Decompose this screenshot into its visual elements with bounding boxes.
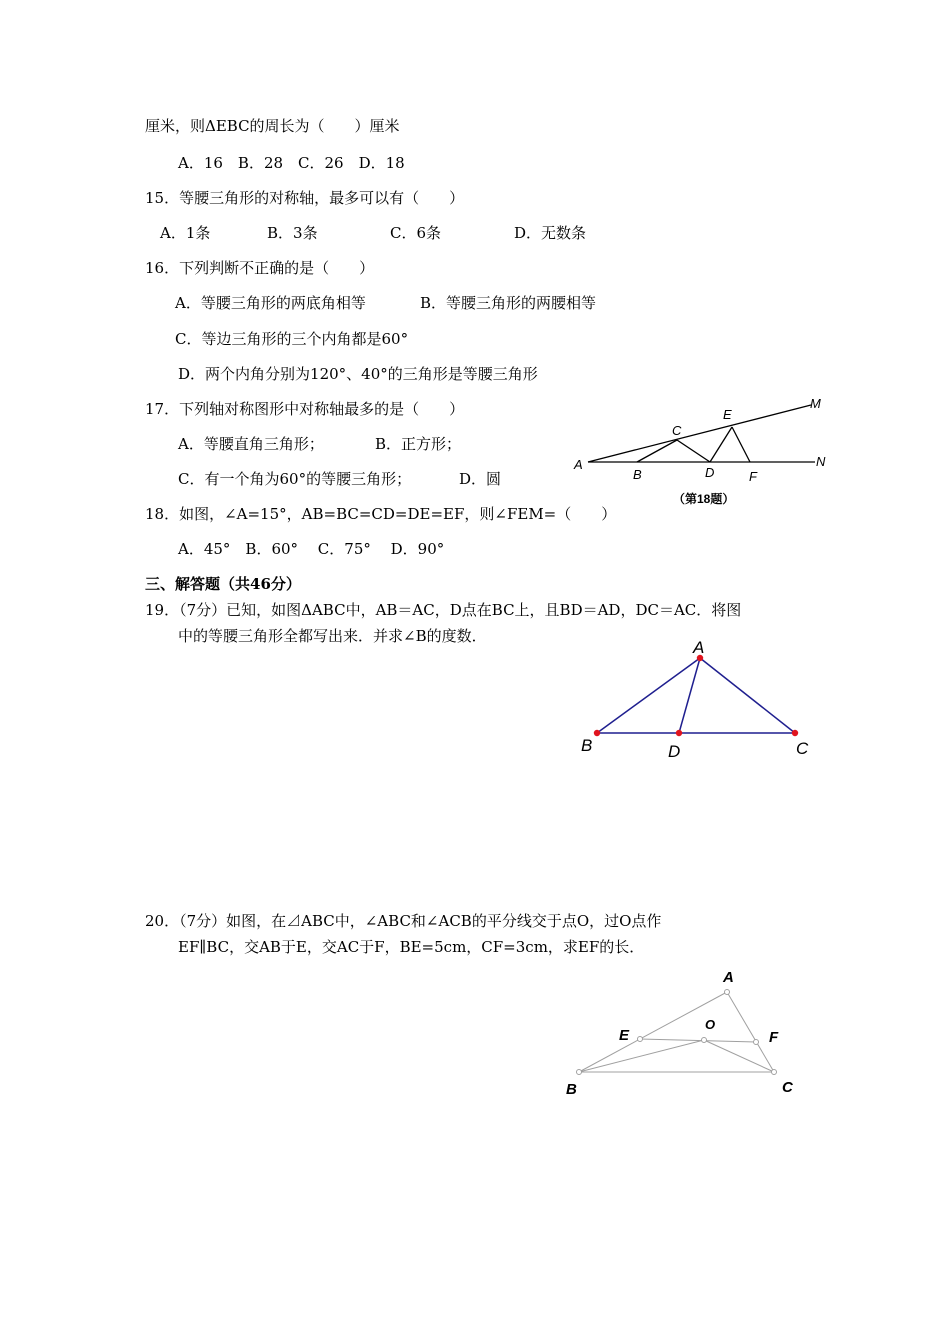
label-o: O bbox=[705, 1017, 716, 1032]
q18-stem: 18．如图，∠A=15°，AB=BC=CD=DE=EF，则∠FEM=（ ） bbox=[145, 505, 617, 523]
label-f: F bbox=[749, 469, 757, 484]
q20-line1: 20．（7分）如图，在⊿ABC中，∠ABC和∠ACB的平分线交于点O，过O点作 bbox=[145, 912, 662, 930]
label-a: A bbox=[693, 638, 705, 657]
label-d: D bbox=[668, 742, 681, 761]
segment-ad bbox=[679, 658, 700, 733]
segment-ab bbox=[597, 658, 700, 733]
segment-de bbox=[710, 427, 732, 462]
label-f: F bbox=[769, 1029, 779, 1046]
q19-line2: 中的等腰三角形全都写出来．并求∠B的度数． bbox=[178, 627, 487, 645]
q15-stem: 15．等腰三角形的对称轴，最多可以有（ ） bbox=[145, 189, 465, 207]
point-c bbox=[772, 1070, 777, 1075]
label-b: B bbox=[581, 736, 593, 755]
label-n: N bbox=[816, 454, 826, 469]
q19-figure bbox=[570, 635, 820, 765]
bisector-co bbox=[704, 1040, 774, 1072]
q16-option-d: D．两个内角分别为120°、40°的三角形是等腰三角形 bbox=[178, 365, 538, 383]
label-e: E bbox=[723, 407, 732, 422]
point-b bbox=[577, 1070, 582, 1075]
segment-cd bbox=[677, 440, 710, 462]
q14-tail: 厘米，则ΔEBC的周长为（ ）厘米 bbox=[145, 117, 400, 135]
q17-stem: 17．下列轴对称图形中对称轴最多的是（ ） bbox=[145, 400, 465, 418]
q16-option-b: B．等腰三角形的两腰相等 bbox=[420, 294, 597, 312]
q15-option-b: B．3条 bbox=[267, 224, 318, 242]
point-c bbox=[792, 730, 798, 736]
segment-bc bbox=[637, 440, 677, 462]
q19-line1: 19．（7分）已知，如图ΔABC中，AB＝AC，D点在BC上，且BD＝AD，DC＝AC．将图 bbox=[145, 601, 742, 619]
q15-option-c: C．6条 bbox=[390, 224, 442, 242]
q17-option-d: D．圆 bbox=[459, 470, 502, 488]
label-d: D bbox=[705, 465, 715, 480]
q18-caption: （第18题） bbox=[673, 492, 735, 506]
point-a bbox=[725, 990, 730, 995]
q14-options: A．16 B．28 C．26 D．18 bbox=[178, 154, 405, 172]
label-b: B bbox=[566, 1081, 577, 1098]
label-c: C bbox=[672, 423, 682, 438]
q20-line2: EF∥BC，交AB于E，交AC于F，BE=5cm，CF=3cm，求EF的长． bbox=[178, 938, 645, 956]
q16-stem: 16．下列判断不正确的是（ ） bbox=[145, 259, 375, 277]
label-a: A bbox=[574, 457, 583, 472]
q18-figure bbox=[570, 395, 830, 485]
q16-option-a: A．等腰三角形的两底角相等 bbox=[175, 294, 366, 312]
q15-option-d: D．无数条 bbox=[514, 224, 587, 242]
segment-ac bbox=[700, 658, 795, 733]
point-f bbox=[754, 1040, 759, 1045]
point-o bbox=[702, 1038, 707, 1043]
label-m: M bbox=[810, 396, 821, 411]
label-c: C bbox=[796, 739, 809, 758]
label-b: B bbox=[633, 467, 642, 482]
q17-option-a: A．等腰直角三角形； bbox=[178, 435, 324, 453]
segment-ac bbox=[727, 992, 774, 1072]
q15-option-a: A．1条 bbox=[160, 224, 211, 242]
label-a: A bbox=[723, 969, 734, 986]
ray-am bbox=[588, 405, 811, 462]
segment-ab bbox=[579, 992, 727, 1072]
q16-option-c: C．等边三角形的三个内角都是60° bbox=[175, 330, 409, 348]
point-e bbox=[638, 1037, 643, 1042]
q18-options: A．45° B．60° C．75° D．90° bbox=[178, 540, 445, 558]
section-title: 三、解答题（共46分） bbox=[145, 575, 301, 593]
q17-option-b: B．正方形； bbox=[375, 435, 462, 453]
label-e: E bbox=[619, 1027, 630, 1044]
point-d bbox=[676, 730, 682, 736]
label-c: C bbox=[782, 1079, 793, 1096]
point-b bbox=[594, 730, 600, 736]
q17-option-c: C．有一个角为60°的等腰三角形； bbox=[178, 470, 412, 488]
bisector-bo bbox=[579, 1040, 704, 1072]
segment-ef bbox=[732, 427, 750, 462]
q20-figure bbox=[560, 960, 810, 1100]
